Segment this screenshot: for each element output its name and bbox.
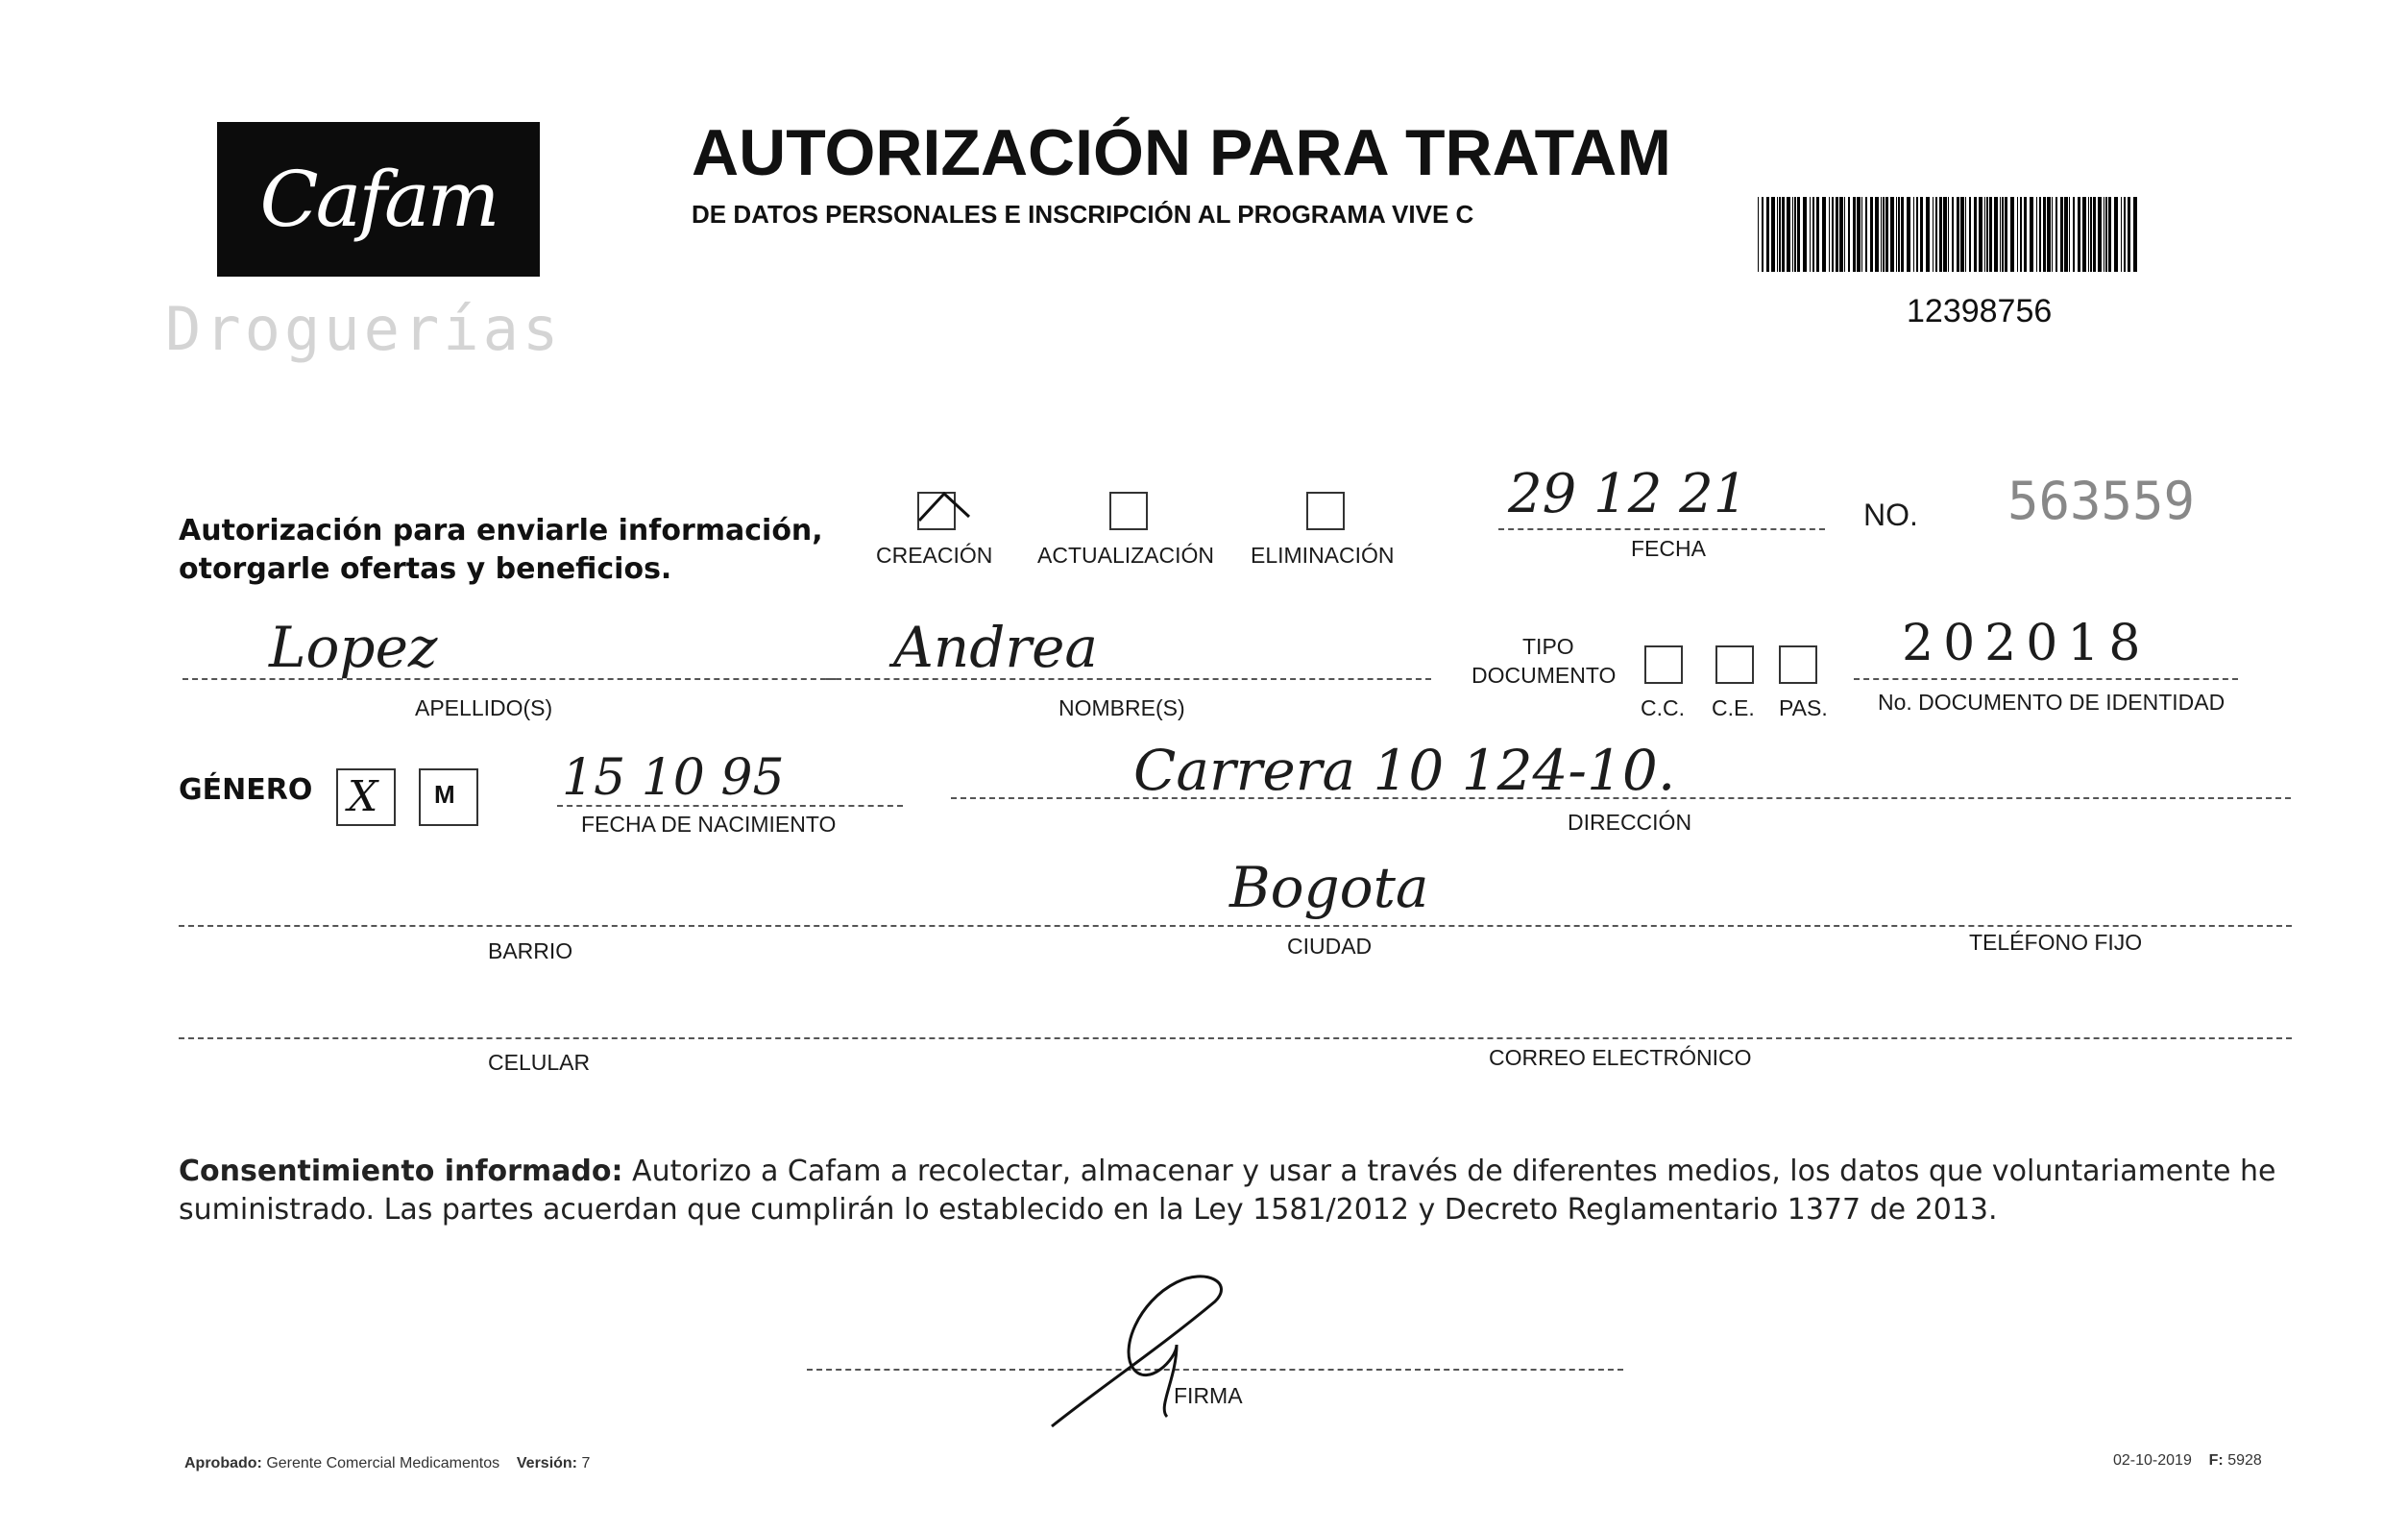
footer-date: 02-10-2019: [2113, 1452, 2192, 1469]
direccion-value: Carrera 10 124-10.: [1133, 738, 1676, 803]
fecha-label: FECHA: [1631, 536, 1706, 561]
aprobado-label: Aprobado:: [184, 1455, 262, 1471]
celular-label: CELULAR: [488, 1050, 591, 1075]
consent-heading: Consentimiento informado:: [179, 1155, 623, 1188]
doc-label: No. DOCUMENTO DE IDENTIDAD: [1878, 690, 2226, 715]
checkbox-actualizacion[interactable]: [1109, 492, 1148, 530]
genero-f-mark: X: [348, 772, 378, 821]
version-label: Versión:: [516, 1455, 578, 1471]
barcode-number: 12398756: [1907, 293, 2053, 329]
checkbox-eliminacion[interactable]: [1306, 492, 1345, 530]
barrio-label: BARRIO: [488, 938, 573, 963]
telefono-label: TELÉFONO FIJO: [1969, 930, 2143, 955]
footer-right: [2113, 1452, 2262, 1470]
no-value: 563559: [2007, 471, 2196, 531]
aprobado-value: Gerente Comercial Medicamentos: [266, 1455, 500, 1471]
tipo-label-line1: TIPO: [1522, 634, 1574, 659]
checkbox-cc[interactable]: [1644, 645, 1683, 684]
version-value: 7: [581, 1455, 591, 1471]
signature-label: FIRMA: [1174, 1383, 1243, 1408]
consent-paragraph: [179, 1153, 2288, 1229]
no-label: NO.: [1863, 498, 1918, 532]
consent-text: Autorizo a Cafam a recolectar, almacenar y usar a través de diferentes medios, los datos que voluntariamente he suministrado. Las partes acuerdan que cumplirán lo establecido en la Ley 1581/2012 y Decreto Reglamentario 1377 de 2013.: [179, 1155, 2276, 1227]
footer-left: [184, 1455, 590, 1472]
nombre-value: Andrea: [893, 615, 1098, 680]
checkbox-genero-f[interactable]: [336, 768, 396, 826]
nombre-label: NOMBRE(S): [1058, 695, 1185, 720]
genero-m-label: M: [434, 780, 455, 809]
correo-label: CORREO ELECTRÓNICO: [1489, 1045, 1752, 1070]
option-creacion-label: CREACIÓN: [876, 543, 993, 568]
doc-type-cc: C.C.: [1641, 695, 1685, 720]
logo-text: Cafam: [259, 155, 498, 244]
ciudad-label: CIUDAD: [1287, 934, 1373, 959]
genero-label: GÉNERO: [179, 773, 313, 807]
fecha-value: 29 12 21: [1508, 463, 1748, 525]
cafam-logo: [217, 122, 540, 277]
ciudad-value: Bogota: [1229, 855, 1429, 920]
checkbox-pas[interactable]: [1779, 645, 1817, 684]
f-label: F:: [2208, 1452, 2224, 1469]
barcode-image: [1758, 197, 2142, 272]
option-eliminacion-label: ELIMINACIÓN: [1251, 543, 1395, 568]
option-actualizacion-label: ACTUALIZACIÓN: [1037, 543, 1215, 568]
tipo-label-line2: DOCUMENTO: [1472, 663, 1617, 688]
doc-type-pas: PAS.: [1779, 695, 1828, 720]
checkbox-creacion[interactable]: [917, 492, 956, 530]
page-title: AUTORIZACIÓN PARA TRATAM: [692, 116, 1671, 189]
checkmark-icon: [915, 488, 973, 526]
authorization-heading-line1: Autorización para enviarle información,: [179, 514, 823, 547]
apellido-label: APELLIDO(S): [415, 695, 553, 720]
page-subtitle: DE DATOS PERSONALES E INSCRIPCIÓN AL PROGRAMA VIVE C: [692, 200, 1474, 229]
f-value: 5928: [2227, 1452, 2262, 1469]
birth-label: FECHA DE NACIMIENTO: [581, 812, 837, 837]
direccion-label: DIRECCIÓN: [1568, 810, 1692, 835]
logo-subtitle: Droguerías: [165, 294, 563, 364]
doc-type-ce: C.E.: [1712, 695, 1755, 720]
authorization-heading-line2: otorgarle ofertas y beneficios.: [179, 552, 672, 586]
checkbox-genero-m[interactable]: [419, 768, 478, 826]
birth-value: 15 10 95: [562, 749, 785, 807]
checkbox-ce[interactable]: [1715, 645, 1754, 684]
handwritten-signature: [1042, 1263, 1253, 1436]
doc-value: 202018: [1902, 615, 2151, 672]
apellido-value: Lopez: [269, 615, 438, 680]
